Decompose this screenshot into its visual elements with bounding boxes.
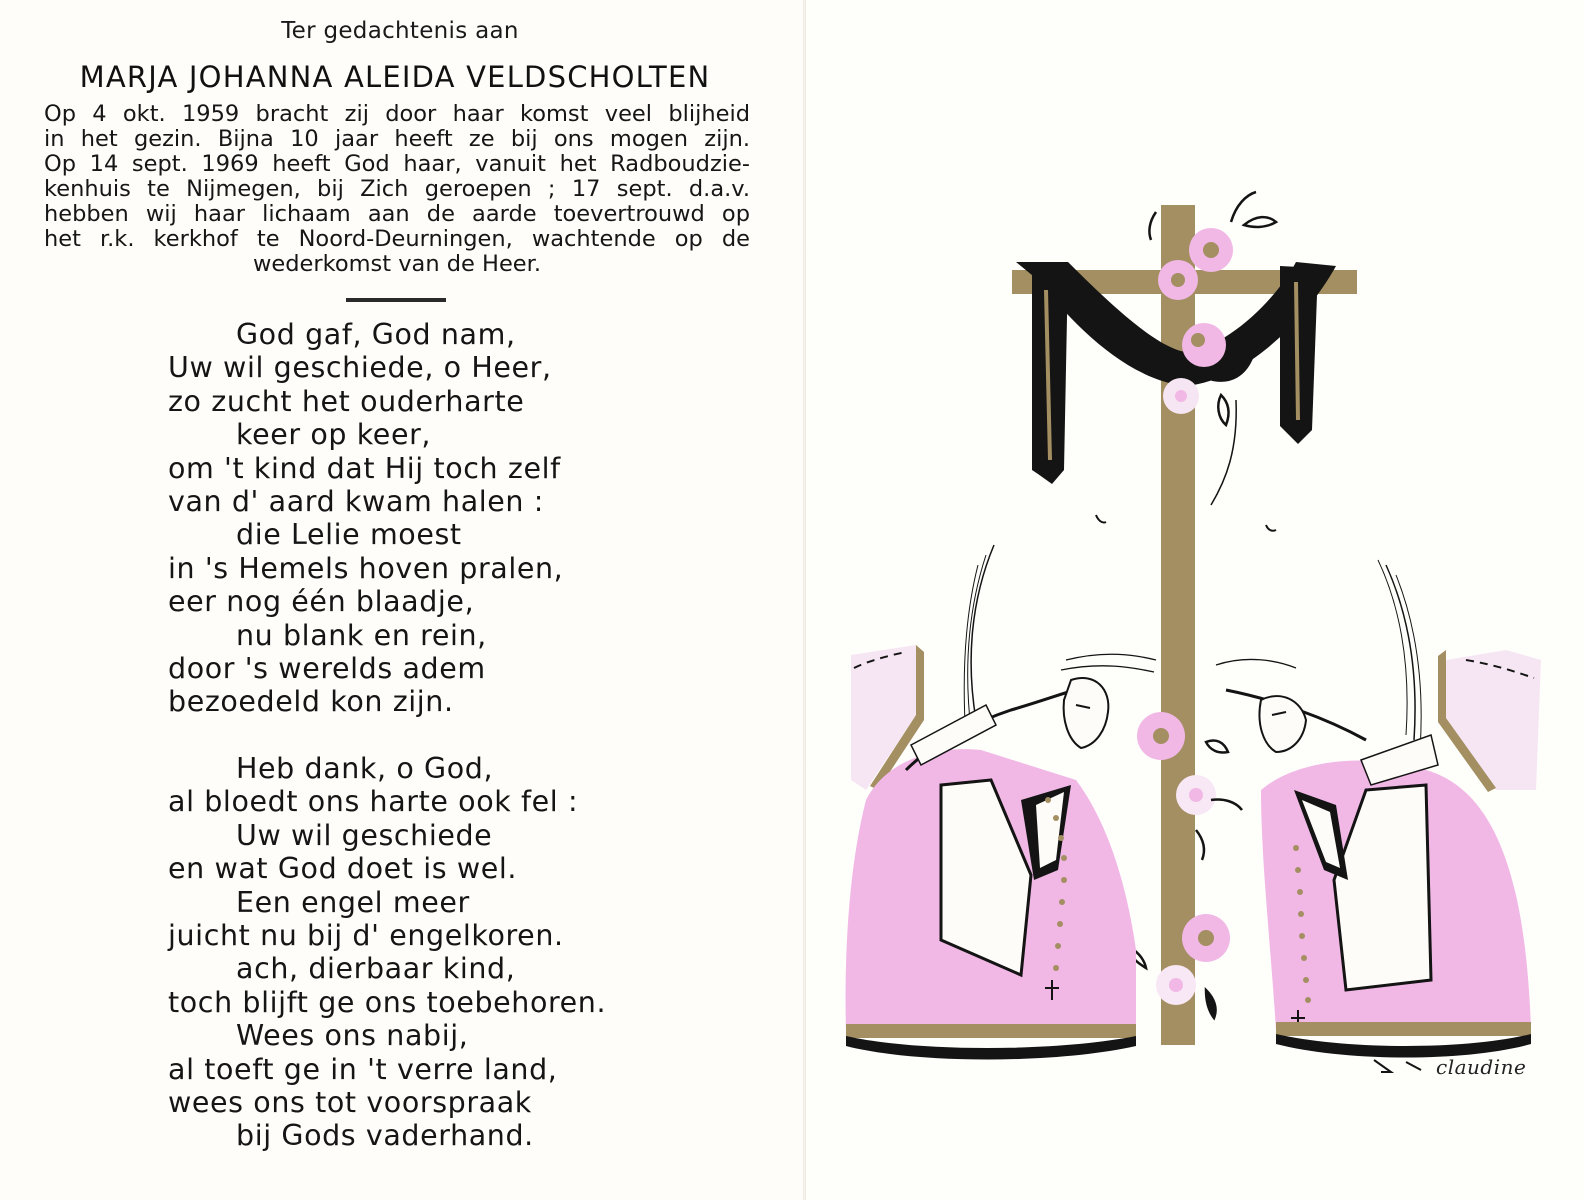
cross-and-praying-girls-illustration [806, 0, 1584, 1200]
bio-line: kenhuis te Nijmegen, bij Zich geroepen ; 17 sept. d.a.v. [44, 176, 750, 202]
poem-line: Wees ons nabij, [236, 1019, 469, 1053]
deceased-name: MARJA JOHANNA ALEIDA VELDSCHOLTEN [79, 60, 711, 94]
poem-stanza-2 [168, 752, 606, 1153]
bio-line: wederkomst van de Heer. [253, 251, 541, 277]
artist-signature: claudine [1436, 1055, 1527, 1079]
poem-line: die Lelie moest [236, 518, 462, 552]
bio-line: Op 14 sept. 1969 heeft God haar, vanuit het Radboudzie- [44, 151, 750, 177]
poem-line: toch blijft ge ons toebehoren. [168, 985, 607, 1019]
poem-line: Uw wil geschiede [236, 818, 493, 852]
bio-line: hebben wij haar lichaam aan de aarde toevertrouwd op [44, 201, 750, 227]
poem-line: en wat God doet is wel. [168, 852, 518, 886]
poem-line: juicht nu bij d' engelkoren. [168, 918, 564, 952]
poem-line: van d' aard kwam halen : [168, 484, 544, 518]
poem-line: al toeft ge in 't verre land, [168, 1052, 558, 1086]
illustration-panel [806, 0, 1584, 1200]
poem-line: zo zucht het ouderharte [168, 384, 525, 418]
poem-line: al bloedt ons harte ook fel : [168, 785, 579, 819]
poem-line: Uw wil geschiede, o Heer, [168, 351, 552, 385]
poem-line: keer op keer, [236, 418, 432, 452]
bio-line: het r.k. kerkhof te Noord-Deurningen, wachtende op de [44, 226, 750, 252]
praying-girl-left-icon [846, 545, 1156, 1060]
poem-line: in 's Hemels hoven pralen, [168, 551, 564, 585]
divider-rule [346, 298, 446, 302]
poem-line: God gaf, God nam, [236, 318, 516, 351]
bio-line: Op 4 okt. 1959 bracht zij door haar komst veel blijheid [44, 101, 750, 127]
poem-line: eer nog één blaadje, [168, 585, 475, 619]
poem-stanza-1 [168, 318, 563, 719]
feet-icon [1374, 1060, 1421, 1072]
poem-line: bij Gods vaderhand. [236, 1119, 534, 1153]
memorial-heading: Ter gedachtenis aan [281, 18, 519, 44]
biography [44, 102, 750, 277]
praying-girl-right-icon [1216, 560, 1541, 1058]
poem-line: Heb dank, o God, [236, 752, 494, 785]
bio-line: in het gezin. Bijna 10 jaar heeft ze bij ons mogen zijn. [44, 126, 750, 152]
poem-line: bezoedeld kon zijn. [168, 685, 454, 719]
poem-line: nu blank en rein, [236, 618, 487, 652]
poem-line: Een engel meer [236, 885, 470, 919]
poem-line: door 's werelds adem [168, 651, 486, 685]
poem-line: wees ons tot voorspraak [168, 1085, 532, 1119]
poem-line: ach, dierbaar kind, [236, 952, 516, 986]
poem-line: om 't kind dat Hij toch zelf [168, 451, 561, 485]
